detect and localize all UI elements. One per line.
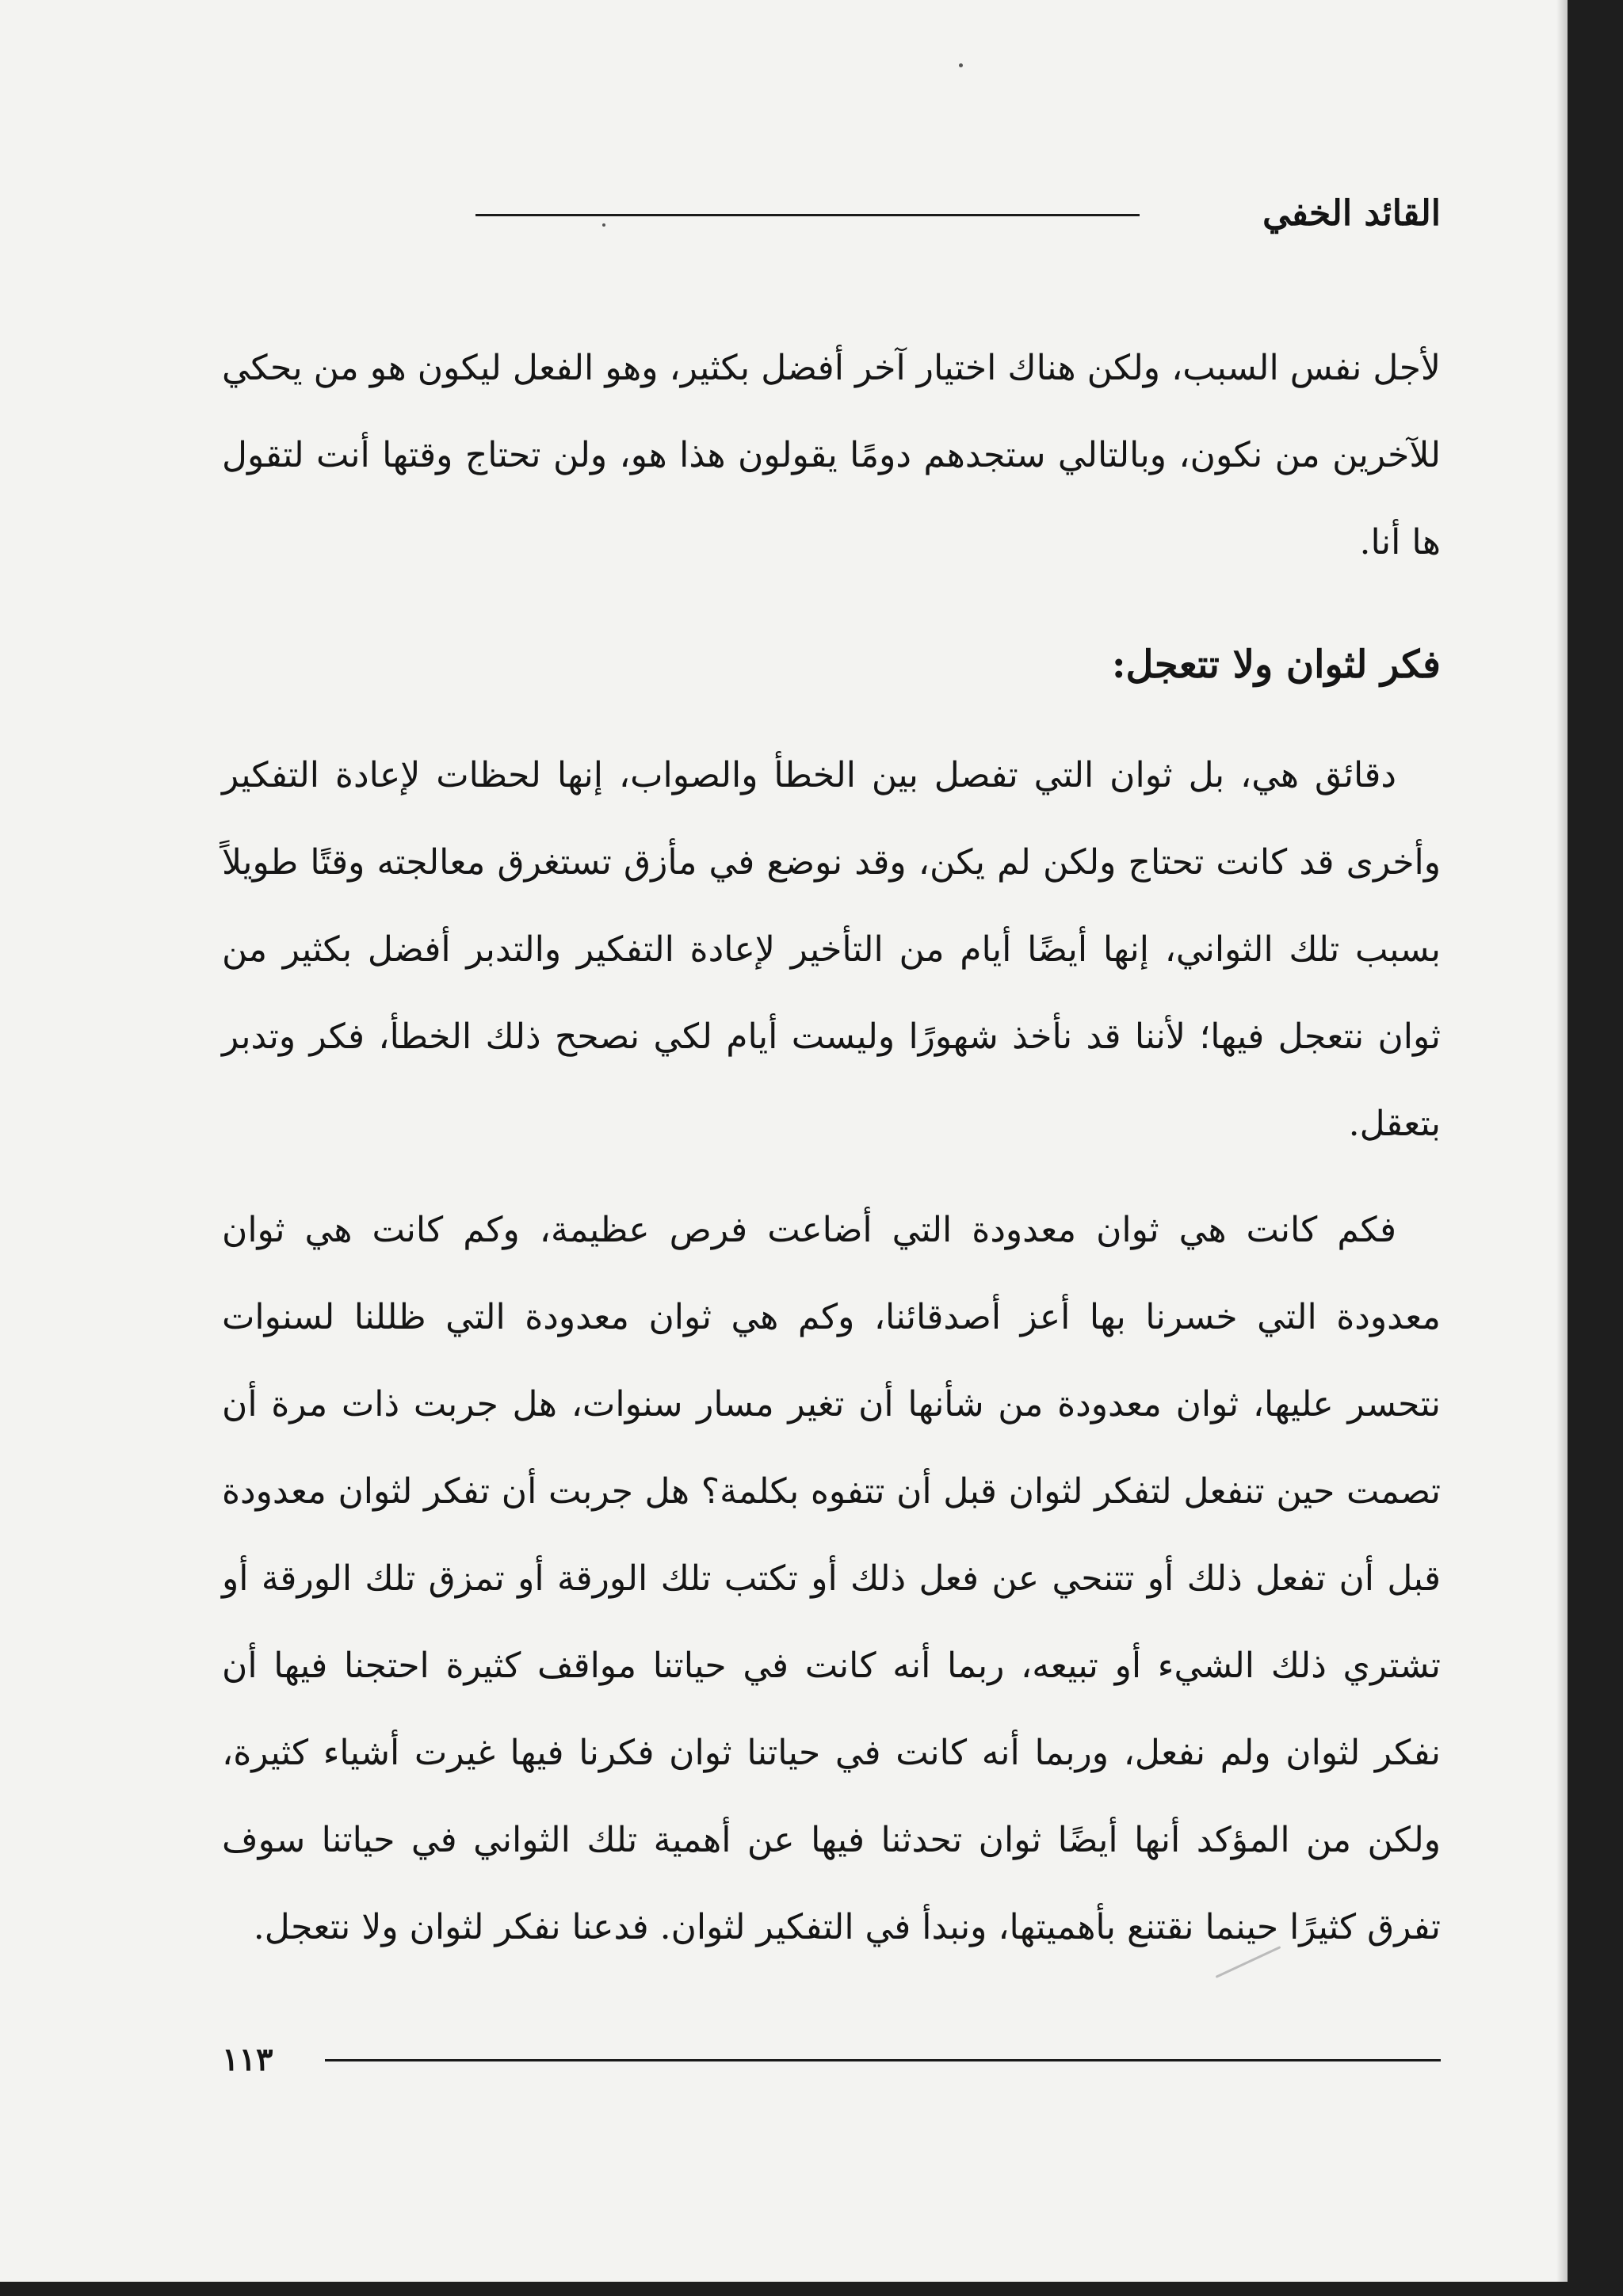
page-edge-shadow <box>1556 0 1568 2282</box>
scan-speck <box>959 63 963 67</box>
book-title: القائد الخفي <box>1262 193 1441 234</box>
page-number: ١١٣ <box>222 2041 273 2078</box>
paragraph-2: دقائق هي، بل ثوان التي تفصل بين الخطأ والصواب، إنها لحظات لإعادة التفكير وأخرى قد كانت تحتاج ولكن لم يكن، وقد نوضع في مأزق تستغرق معالجته وقتًا طويلاً بسبب تلك الثواني، إنها أيضًا أيام من التأخير لإعادة التفكير والتدبر أفضل بكثير من ثوان نتعجل فيها؛ لأننا قد نأخذ شهورًا وليست أيام لكي نصحح ذلك الخطأ، فكر وتدبر بتعقل. <box>222 755 1442 1144</box>
paragraph-gap <box>222 1168 1441 1187</box>
running-header <box>475 178 1441 250</box>
footer-rule <box>325 2059 1441 2061</box>
header-rule <box>475 214 1140 216</box>
page-body <box>222 325 1441 1971</box>
section-heading: فكر لثوان ولا تتعجل: <box>1111 643 1441 687</box>
paragraph-3: فكم كانت هي ثوان معدودة التي أضاعت فرص عظيمة، وكم كانت هي ثوان معدودة التي خسرنا بها أعز أصدقائنا، وكم هي ثوان معدودة التي ظللنا لسنوات نتحسر عليها، ثوان معدودة من شأنها أن تغير مسار سنوات، هل جربت ذات مرة أن تصمت حين تنفعل لتفكر لثوان قبل أن تتفوه بكلمة؟ هل جربت أن تفكر لثوان معدودة قبل أن تفعل ذلك أو تتنحي عن فعل ذلك أو تكتب تلك الورقة أو تمزق تلك الورقة أو تشتري ذلك الشيء أو تبيعه، ربما أنه كانت في حياتنا مواقف كثيرة احتجنا فيها أن نفكر لثوان ولم نفعل، وربما أنه كانت في حياتنا ثوان فكرنا فيها غيرت أشياء كثيرة، ولكن من المؤكد أنها أيضًا ثوان تحدثنا فيها عن أهمية تلك الثواني في حياتنا سوف تفرق كثيرًا حينما نقتنع بأهميتها، ونبدأ في التفكير لثوان. فدعنا نفكر لثوان ولا نتعجل. <box>222 1210 1441 1947</box>
paragraph-1: لأجل نفس السبب، ولكن هناك اختيار آخر أفضل بكثير، وهو الفعل ليكون هو من يحكي للآخرين من نكون، وبالتالي ستجدهم دومًا يقولون هذا هو، ولن تحتاج وقتها أنت لتقول ها أنا. <box>222 348 1441 563</box>
page-footer <box>222 2032 1441 2088</box>
